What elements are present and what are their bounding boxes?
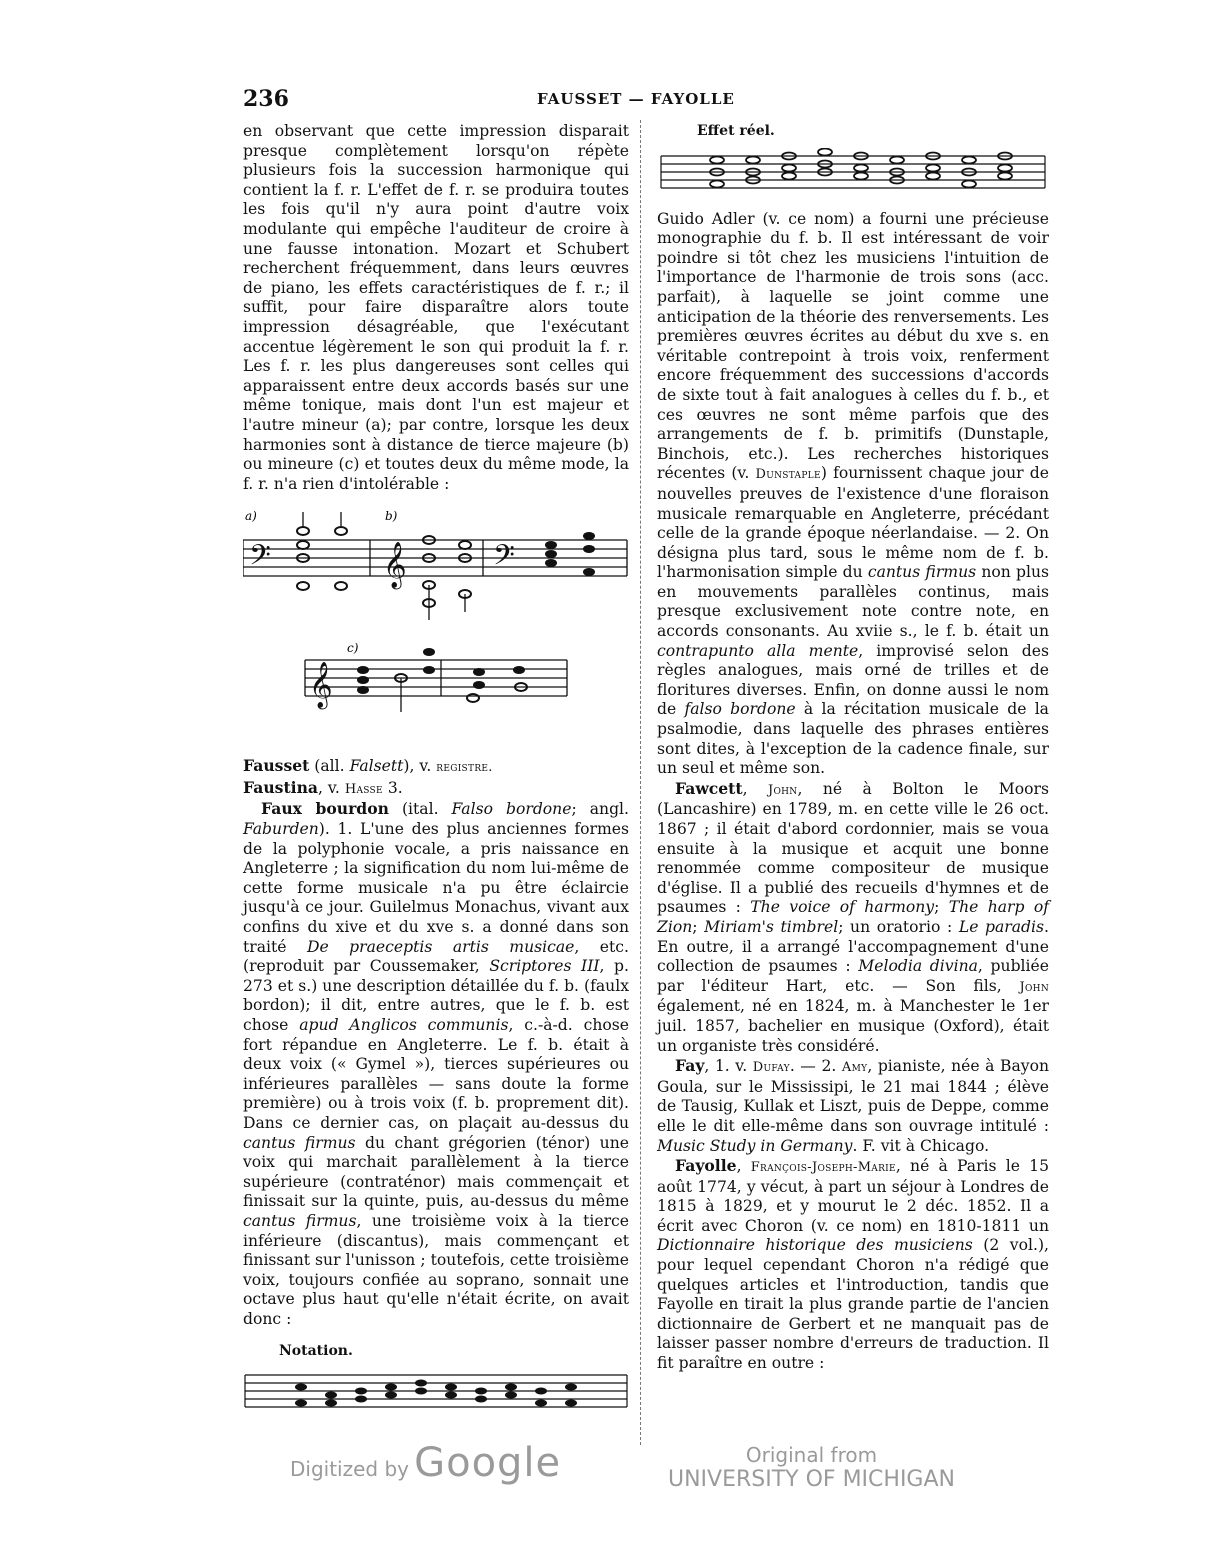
svg-text:𝄢: 𝄢 [493, 539, 515, 580]
right-column [657, 122, 1049, 1374]
page-number: 236 [243, 86, 289, 112]
notation-caption: Notation. [279, 1342, 353, 1359]
entry-faux-bourdon: Faux bourdon (ital. Falso bordone; angl. Faburden). 1. L'une des plus anciennes formes de la polyphonie vocale, a pris naissance en Angleterre ; la signification du nom lui-même de cette forme musicale n'a pu être éclaircie jusqu'à ce jour. Guilelmus Monachus, vivant aux confins du xive et du xve s. a donné dans son traité De praeceptis artis musicae, etc. (reproduit par Coussemaker, Scriptores III, p. 273 et s.) une description détaillée du f. b. (faulx bordon); il dit, entre autres, que le f. b. est chose apud Anglicos communis, c.-à-d. chose fort répandue en Angleterre. Le f. b. était à deux voix (« Gymel »), tierces supérieures ou inférieures parallèles — sans doute la forme première) ou à trois voix (f. b. proprement dit). Dans ce dernier cas, on plaçait au-dessus du cantus firmus du chant grégorien (ténor) une voix qui marchait parallèlement à la tierce supérieure (contraténor) mais commençait et finissait sur la quinte, puis, au-dessus du même cantus firmus, une troisième voix à la tierce inférieure (discantus), mais commençant et finissant sur l'unisson ; toutefois, cette troisième voix, toujours confiée au soprano, sonnait une octave plus haut qu'elle n'était écrite, on avait donc : [243, 799, 629, 1328]
music-example-notation [243, 1367, 629, 1427]
intro-paragraph: en observant que cette impression disparait presque complètement lorsqu'on répète plusieurs fois la succession harmonique qui contient la f. r. L'effet de f. r. se produira toutes les fois qu'il n'y aura point d'autre voix modulante qui empêche l'auditeur de croire à une fausse intonation. Mozart et Schubert recherchent fréquemment, dans leurs œuvres de piano, les effets caractéristiques de f. r.; il suffit, pour faire disparaître alors toute impression désagréable, que l'exécutant accentue légèrement le son qui produit la f. r. Les f. r. les plus dangereuses sont celles qui apparaissent entre deux accords basés sur une même tonique, mais dont l'un est majeur et l'autre mineur (a); par contre, lorsque les deux harmonies sont à distance de tierce majeure (b) ou mineure (c) et toutes deux du même mode, la f. r. n'a rien d'intolérable : [243, 122, 629, 493]
svg-text:𝄢: 𝄢 [249, 539, 271, 580]
entry-fausset: Fausset (all. Falsett), v. registre. [243, 756, 493, 776]
entry-fayolle: Fayolle, François-Joseph-Marie, né à Paris le 15 août 1774, y vécut, à part un séjour à Londres de 1815 à 1829, et y mourut le 2 déc. 1852. Il a écrit avec Choron (v. ce nom) en 1810-1811 un Dictionnaire historique des musiciens (2 vol.), pour lequel cependant Choron n'a rédigé que quelques articles et l'introduction, tandis que Fayolle en tirait la plus grande partie de l'ancien dictionnaire de Gerbert et ne manquait pas de laisser passer nombre d'erreurs de traduction. Il fit paraître en outre : [657, 1156, 1049, 1373]
music-label-c: c) [347, 641, 359, 656]
music-label-b: b) [385, 509, 398, 524]
left-column [243, 122, 629, 1433]
svg-text:𝄞: 𝄞 [309, 662, 333, 709]
music-example-effet [657, 148, 1049, 204]
google-watermark [290, 1440, 561, 1486]
music-example-abc [243, 500, 629, 750]
running-head: FAUSSET — FAYOLLE [537, 90, 735, 108]
adler-paragraph: Guido Adler (v. ce nom) a fourni une précieuse monographie du f. b. Il est intéressant de voir poindre si tôt chez les musiciens l'intuition de l'importance de l'harmonie de trois sons (acc. parfait), à laquelle se joint comme une anticipation de la théorie des renversements. Les premières œuvres écrites au début du xve s. en véritable contrepoint à trois voix, renferment encore fréquemment des successions d'accords de sixte tout à fait analogues à celles du f. b., et ces œuvres ne sont même parfois que des arrangements de f. b. primitifs (Dunstaple, Binchois, etc.). Les recherches historiques récentes (v. Dunstaple) fournissent chaque jour de nouvelles preuves de l'existence d'une floraison musicale remarquable en Angleterre, précédant celle de la grande époque néerlandaise. — 2. On désigna plus tard, sous le même nom de f. b. l'harmonisation simple du cantus firmus non plus en mouvements parallèles continus, mais presque exclusivement note contre note, en accords consonants. Au xviie s., le f. b. était un contrapunto alla mente, improvisé selon des règles analogues, mais orné de trilles et de floritures diverses. Enfin, on donne aussi le nom de falso bordone à la récitation musicale de la psalmodie, dans laquelle des phrases entières sont dites, à l'exception de la cadence finale, sur un seul et même son. [657, 209, 1050, 778]
digitized-by-label: Digitized by [290, 1457, 409, 1481]
google-logo: Google [414, 1440, 562, 1486]
music-label-a: a) [245, 509, 257, 524]
original-from-label: Original from [745, 1443, 878, 1467]
column-divider [640, 120, 641, 1445]
university-name: UNIVERSITY OF MICHIGAN [668, 1467, 955, 1492]
university-watermark [668, 1443, 955, 1492]
svg-text:𝄞: 𝄞 [383, 542, 407, 589]
entry-faustina: Faustina, v. Hasse 3. [243, 777, 403, 797]
entry-fay: Fay, 1. v. Dufay. — 2. Amy, pianiste, née à Bayon Goula, sur le Mississipi, le 21 mai 1844 ; élève de Tausig, Kullak et Liszt, puis de Deppe, comme elle le dit elle-même dans son ouvrage intitulé : Music Study in Germany. F. vit à Chicago. [657, 1056, 1049, 1155]
entry-fawcett: Fawcett, John, né à Bolton le Moors (Lancashire) en 1789, m. en cette ville le 26 oct. 1867 ; il était d'abord cordonnier, mais se voua ensuite à la musique et acquit une bonne renommée comme compositeur de musique d'église. Il a publié des recueils d'hymnes et de psaumes : The voice of harmony; The harp of Zion; Miriam's timbrel; un oratorio : Le paradis. En outre, il a arrangé l'accompagnement d'une collection de psaumes : Melodia divina, publiée par l'éditeur Hart, etc. — Son fils, John également, né en 1824, m. à Manchester le 1er juil. 1857, bachelier en musique (Oxford), était un organiste très considéré. [657, 778, 1050, 1055]
effet-caption: Effet réel. [697, 123, 775, 139]
